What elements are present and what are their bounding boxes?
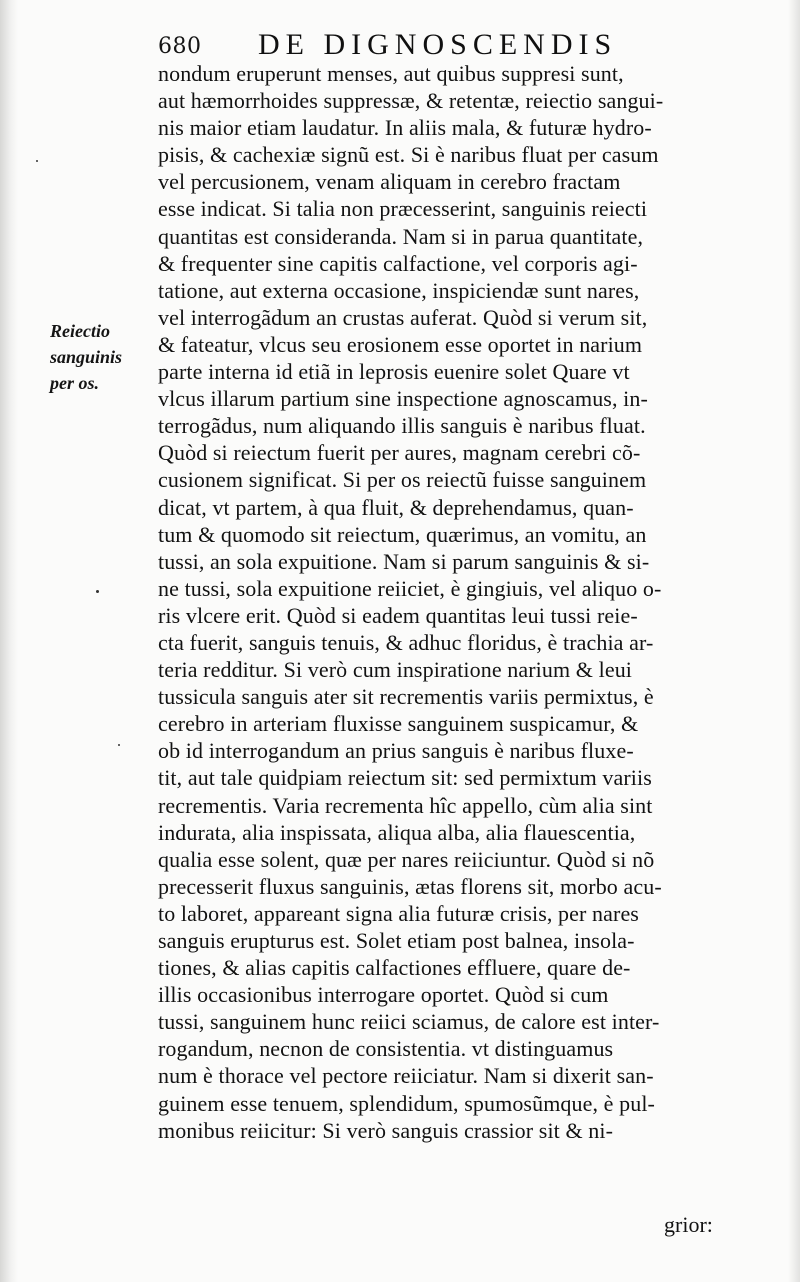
margin-note-line: per os. [50,373,99,393]
text-line: precesserit fluxus sanguinis, ætas florens sit, morbo acu- [158,873,662,899]
margin-note [50,318,158,396]
text-line: tussi, an sola expuitione. Nam si parum sanguinis & si- [158,548,650,574]
text-line: guinem esse tenuem, splendidum, spumosũmque, è pul- [158,1090,655,1116]
ink-speck [96,590,99,593]
margin-note-line: sanguinis [50,347,123,367]
text-line: ris vlcere erit. Quòd si eadem quantitas leui tussi reie- [158,602,638,628]
margin-note-line: Reiectio [50,321,110,341]
text-line: nondum eruperunt menses, aut quibus suppresi sunt, [158,61,624,86]
text-line: vlcus illarum partium sine inspectione agnoscamus, in- [158,386,648,412]
text-line: esse indicat. Si talia non præcesserint, sanguinis reiecti [158,196,648,222]
page-gutter-shadow [0,0,18,1282]
text-line: ne tussi, sola expuitione reiiciet, è gingiuis, vel aliquo o- [158,575,662,601]
text-line: illis occasionibus interrogare oportet. Quòd si cum [158,982,609,1008]
text-line: dicat, vt partem, à qua fluit, & deprehendamus, quan- [158,494,634,520]
text-line: tussi, sanguinem hunc reiici sciamus, de calore est inter- [158,1009,660,1035]
text-line: teria redditur. Si verò cum inspiratione narium & leui [158,657,633,683]
ink-speck [36,160,38,162]
text-line: pisis, & cachexiæ signũ est. Si è naribus fluat per casum [158,142,659,168]
text-line: vel percusionem, venam aliquam in cerebro fractam [158,169,621,195]
page-header [158,26,758,62]
text-line: indurata, alia inspissata, aliqua alba, alia flauescentia, [158,819,636,845]
text-line: tum & quomodo sit reiectum, quærimus, an vomitu, an [158,521,647,547]
text-line: vel interrogãdum an crustas auferat. Quòd si verum sit, [158,304,648,330]
text-line: rogandum, necnon de consistentia. vt distinguamus [158,1036,614,1062]
text-line: & frequenter sine capitis calfactione, vel corporis agi- [158,250,638,276]
text-line: num è thorace vel pectore reiiciatur. Nam si dixerit san- [158,1063,654,1089]
text-line: tit, aut tale quidpiam reiectum sit: sed permixtum variis [158,765,652,791]
text-line: terrogãdus, num aliquando illis sanguis è naribus fluat. [158,413,646,439]
text-line: cerebro in arteriam fluxisse sanguinem suspicamur, & [158,711,639,737]
running-head: DE DIGNOSCENDIS [258,28,618,61]
text-line: cta fuerit, sanguis tenuis, & adhuc floridus, è trachia ar- [158,629,654,655]
text-line: tatione, aut externa occasione, inspiciendæ sunt nares, [158,277,640,303]
text-line: qualia esse solent, quæ per nares reiiciuntur. Quòd si nõ [158,846,655,872]
text-line: & fateatur, vlcus seu erosionem esse oportet in narium [158,331,643,357]
text-line: tiones, & alias capitis calfactiones effluere, quare de- [158,955,631,981]
page-edge-shadow [788,0,800,1282]
text-line: monibus reiicitur: Si verò sanguis crassior sit & ni- [158,1117,614,1143]
page-number: 680 [158,34,202,59]
ink-speck [118,744,120,746]
text-line: Quòd si reiectum fuerit per aures, magnam cerebri cõ- [158,440,641,466]
text-line: quantitas est consideranda. Nam si in parua quantitate, [158,223,644,249]
text-line: ob id interrogandum an prius sanguis è naribus fluxe- [158,738,634,764]
body-text [158,60,770,1144]
text-line: recrementis. Varia recrementa hîc appello, cùm alia sint [158,792,653,818]
text-line: nis maior etiam laudatur. In aliis mala, & futuræ hydro- [158,115,652,141]
text-line: sanguis erupturus est. Solet etiam post balnea, insola- [158,928,635,953]
text-line: parte interna id etiã in leprosis euenire solet Quare vt [158,359,630,385]
text-line: tussicula sanguis ater sit recrementis variis permixtus, è [158,684,654,710]
text-line: cusionem significat. Si per os reiectũ fuisse sanguinem [158,467,647,493]
text-line: aut hæmorrhoides suppressæ, & retentæ, reiectio sangui- [158,88,664,114]
text-line: to laboret, appareant signa alia futuræ crisis, per nares [158,900,639,926]
catchword: grior: [664,1212,713,1237]
